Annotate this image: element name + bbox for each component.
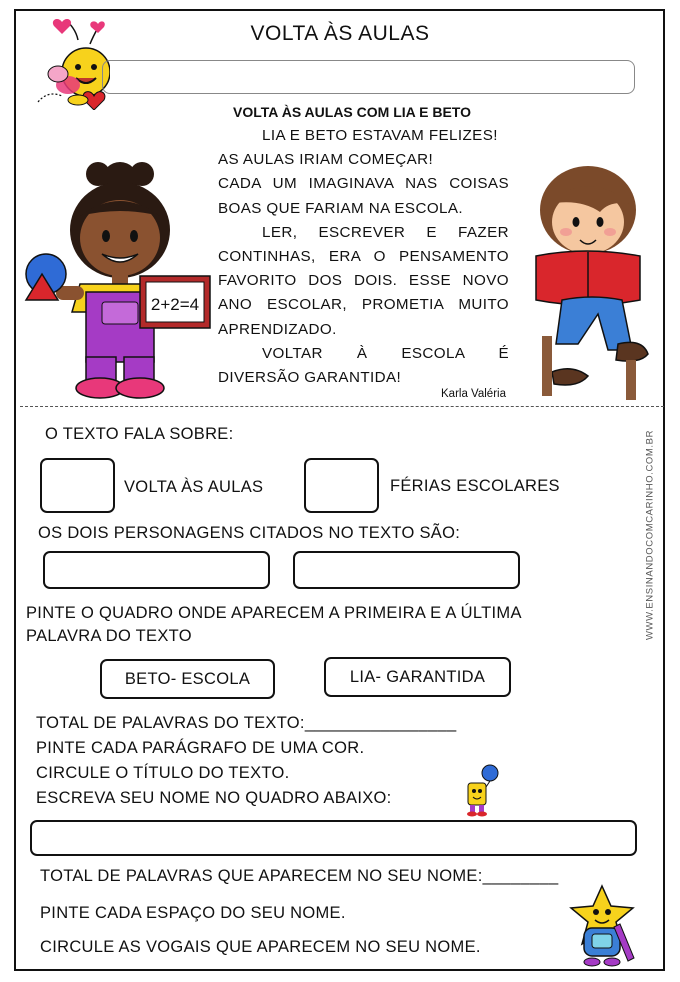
q7-write-name: ESCREVA SEU NOME NO QUADRO ABAIXO: xyxy=(36,789,392,807)
story-line: APRENDIZADO. xyxy=(218,320,337,338)
q2-answer-field-2[interactable] xyxy=(293,551,520,589)
name-field[interactable] xyxy=(102,60,635,94)
story-line: LER, ESCREVER E FAZER xyxy=(262,223,509,241)
story-line: BOAS QUE FARIAM NA ESCOLA. xyxy=(218,199,464,217)
q4-total-words: TOTAL DE PALAVRAS DO TEXTO:________________ xyxy=(36,714,457,732)
q9-paint-spaces: PINTE CADA ESPAÇO DO SEU NOME. xyxy=(40,904,346,922)
q3-option-beto-escola[interactable]: BETO- ESCOLA xyxy=(100,659,275,699)
q1-option-ferias: FÉRIAS ESCOLARES xyxy=(390,477,560,495)
website-text: WWW.ENSINANDOCOMCARINHO.COM.BR xyxy=(644,429,656,641)
story-line: LIA E BETO ESTAVAM FELIZES! xyxy=(262,127,498,144)
q8-total-name-words: TOTAL DE PALAVRAS QUE APARECEM NO SEU NOME:________ xyxy=(40,867,559,885)
page-title: VOLTA ÀS AULAS xyxy=(250,22,430,45)
q3-prompt-line2: PALAVRA DO TEXTO xyxy=(26,627,192,645)
q1-checkbox-ferias[interactable] xyxy=(304,458,379,513)
story-line: ANO ESCOLAR, PROMETIA MUITO xyxy=(218,296,509,314)
q6-circle-title: CIRCULE O TÍTULO DO TEXTO. xyxy=(36,764,290,782)
story-line: FAVORITO DOS DOIS. ESSE NOVO xyxy=(218,272,509,290)
q5-paint-paragraph: PINTE CADA PARÁGRAFO DE UMA COR. xyxy=(36,739,365,757)
story-line: CADA UM IMAGINAVA NAS COISAS xyxy=(218,175,509,193)
q1-checkbox-volta[interactable] xyxy=(40,458,115,513)
pencil-balloon-clipart xyxy=(458,763,502,817)
story-title: VOLTA ÀS AULAS COM LIA E BETO xyxy=(233,104,471,120)
q10-circle-vowels: CIRCULE AS VOGAIS QUE APARECEM NO SEU NOME. xyxy=(40,938,481,956)
section-divider xyxy=(20,406,664,407)
boy-clipart xyxy=(522,160,656,404)
author-credit: Karla Valéria xyxy=(441,388,506,400)
website-watermark xyxy=(643,420,657,650)
q1-prompt: O TEXTO FALA SOBRE: xyxy=(45,425,234,443)
star-mascot-clipart xyxy=(562,884,642,970)
story-line: AS AULAS IRIAM COMEÇAR! xyxy=(218,151,434,169)
q2-prompt: OS DOIS PERSONAGENS CITADOS NO TEXTO SÃO: xyxy=(38,524,461,542)
story-line: DIVERSÃO GARANTIDA! xyxy=(218,369,402,387)
student-name-field[interactable] xyxy=(30,820,637,856)
story-line: CONTINHAS, ERA O PENSAMENTO xyxy=(218,248,509,266)
girl-card-text: 2+2=4 xyxy=(150,295,200,314)
q3-option-lia-garantida[interactable]: LIA- GARANTIDA xyxy=(324,657,511,697)
q1-option-volta: VOLTA ÀS AULAS xyxy=(124,478,264,496)
story-line: VOLTAR À ESCOLA É xyxy=(262,344,509,362)
girl-clipart xyxy=(16,152,216,404)
q3-prompt-line1: PINTE O QUADRO ONDE APARECEM A PRIMEIRA E A ÚLTIMA xyxy=(26,604,522,622)
story-text xyxy=(218,124,509,390)
q2-answer-field-1[interactable] xyxy=(43,551,270,589)
